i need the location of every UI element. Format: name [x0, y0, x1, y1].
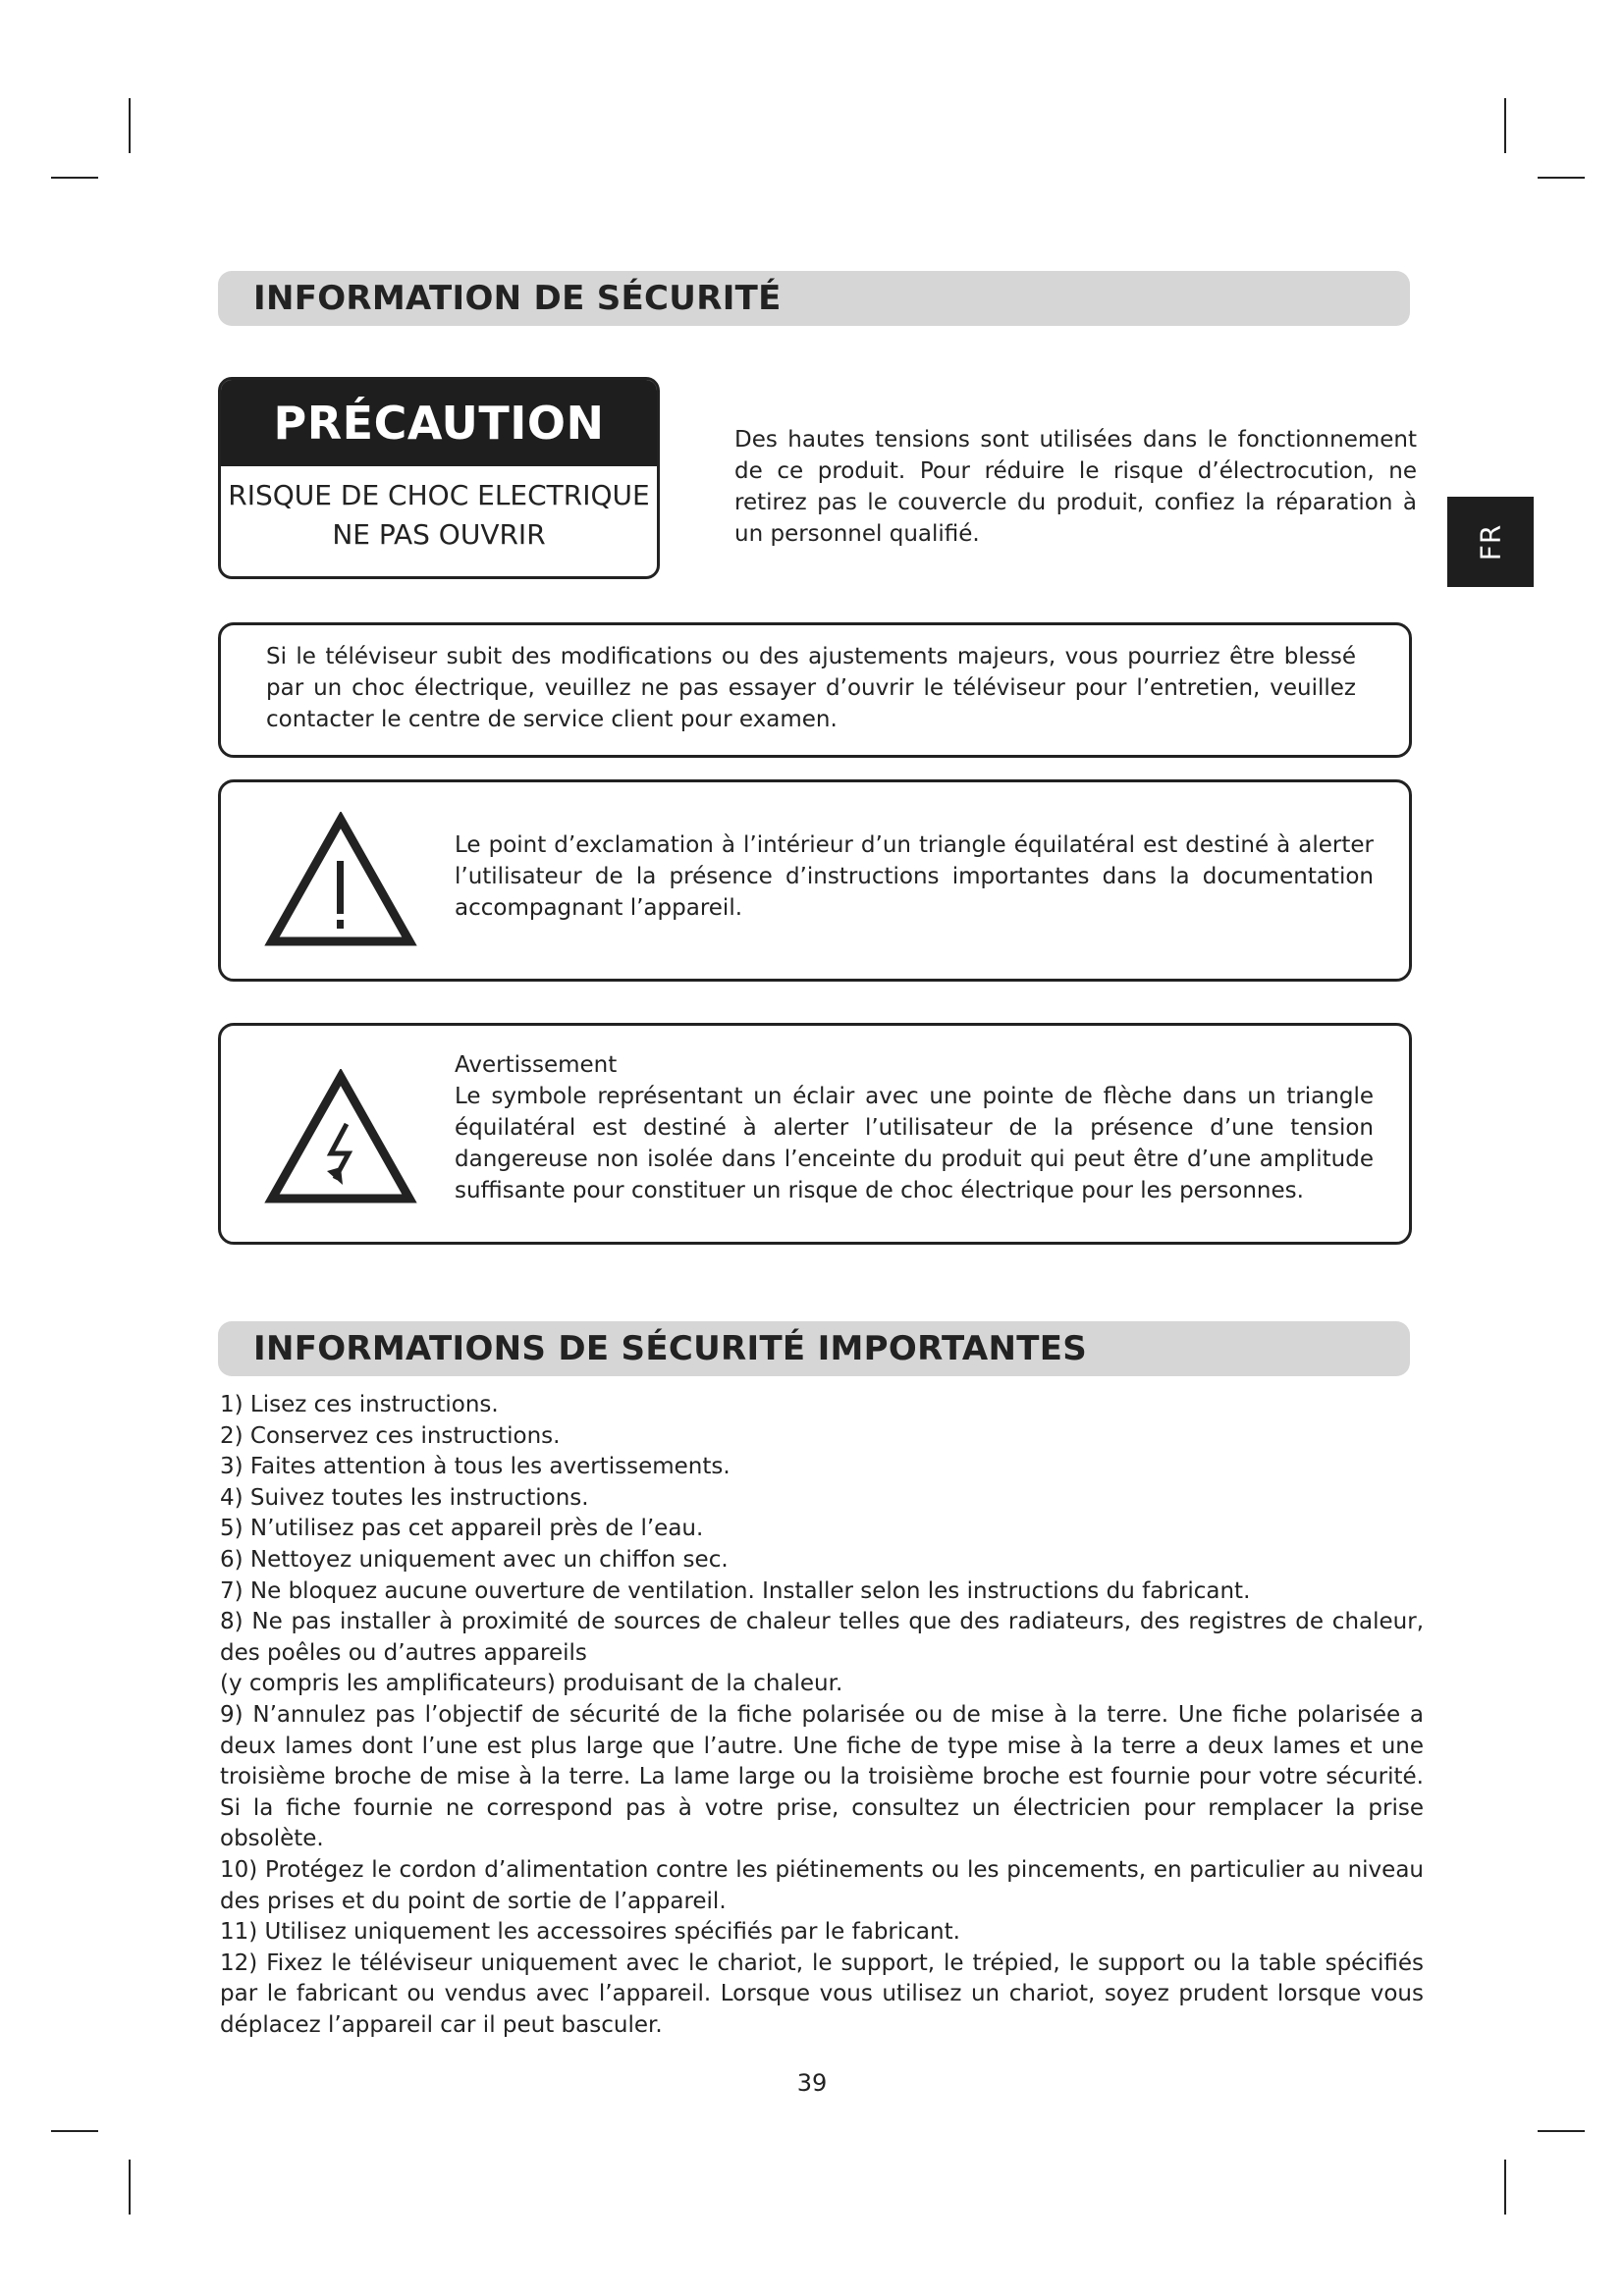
crop-mark [51, 2130, 98, 2132]
list-item: 7) Ne bloquez aucune ouverture de ventilation. Installer selon les instructions du fabricant. [220, 1577, 1251, 1604]
page-number: 39 [796, 2069, 828, 2097]
list-item: 11) Utilisez uniquement les accessoires spécifiés par le fabricant. [220, 1919, 960, 1946]
list-item: 5) N’utilisez pas cet appareil près de l’eau. [220, 1516, 704, 1542]
notice-box-modifications [218, 622, 1412, 758]
notice-box-exclamation [218, 779, 1412, 982]
section-header-safety [218, 271, 1410, 326]
list-item: 4) Suivez toutes les instructions. [220, 1484, 589, 1511]
intro-paragraph: Des hautes tensions sont utilisées dans le fonctionnement de ce produit. Pour réduire le risque d’électrocution, ne retirez pas le couvercle du produit, confiez la réparation à un personnel qualifié. [734, 427, 1417, 547]
language-tab [1447, 497, 1534, 587]
list-item: (y compris les amplificateurs) produisant de la chaleur. [220, 1671, 843, 1697]
list-item: 8) Ne pas installer à proximité de sources de chaleur telles que des radiateurs, des registres de chaleur, des poêles ou d’autres appareils [220, 1609, 1424, 1666]
crop-mark [129, 2160, 131, 2215]
list-item: 1) Lisez ces instructions. [220, 1392, 499, 1417]
crop-mark [1538, 2130, 1585, 2132]
precaution-line-2: NE PAS OUVRIR [332, 518, 546, 551]
notice-box-lightning [218, 1023, 1412, 1245]
crop-mark [51, 177, 98, 179]
list-item: 6) Nettoyez uniquement avec un chiffon sec. [220, 1546, 729, 1573]
language-tab-label: FR [1474, 523, 1507, 561]
list-item: 2) Conservez ces instructions. [220, 1422, 561, 1449]
instructions-list [220, 1390, 1424, 2041]
precaution-line-1: RISQUE DE CHOC ELECTRIQUE [228, 479, 650, 511]
notice-text: Le point d’exclamation à l’intérieur d’un triangle équilatéral est destiné à alerter l’utilisateur de la présence d’instructions importantes dans la documentation accompagnant l’appareil. [455, 832, 1374, 921]
crop-mark [1504, 98, 1506, 153]
lightning-triangle-icon [264, 1069, 417, 1206]
crop-mark [1538, 177, 1585, 179]
precaution-title: PRÉCAUTION [221, 380, 657, 466]
precaution-label [218, 377, 660, 579]
section-header-important-safety [218, 1321, 1410, 1376]
section-title: INFORMATIONS DE SÉCURITÉ IMPORTANTES [253, 1329, 1088, 1368]
notice-title: Avertissement [455, 1052, 618, 1078]
list-item: 12) Fixez le téléviseur uniquement avec le chariot, le support, le trépied, le support ou la table spécifiés par le fabricant ou vendus avec l’appareil. Lorsque vous utilisez un chariot, soyez prudent lorsque vous déplacez l’appareil car il peut basculer. [220, 1949, 1424, 2038]
crop-mark [129, 98, 131, 153]
crop-mark [1504, 2160, 1506, 2215]
precaution-subtitle [221, 476, 657, 555]
exclamation-triangle-icon [264, 812, 417, 949]
list-item: 9) N’annulez pas l’objectif de sécurité de la fiche polarisée ou de mise à la terre. Une fiche polarisée a deux lames dont l’une est plus large que l’autre. Une fiche de type mise à la terre a deux lames et une troisième broche de mise à la terre. La lame large ou la troisième broche est fournie pour votre sécurité. Si la fiche fournie ne correspond pas à votre prise, consultez un électricien pour remplacer la prise obsolète. [220, 1701, 1424, 1852]
section-title: INFORMATION DE SÉCURITÉ [253, 279, 782, 318]
notice-content [455, 1049, 1374, 1206]
list-item: 3) Faites attention à tous les avertissements. [220, 1454, 731, 1480]
notice-text: Si le téléviseur subit des modifications ou des ajustements majeurs, vous pourriez être blessé par un choc électrique, veuillez ne pas essayer d’ouvrir le téléviseur pour l’entretien, veuillez contacter le centre de service client pour examen. [266, 644, 1356, 732]
notice-text: Le symbole représentant un éclair avec une pointe de flèche dans un triangle équilatéral est destiné à alerter l’utilisateur de la présence d’une tension dangereuse non isolée dans l’enceinte du produit qui peut être d’une amplitude suffisante pour constituer un risque de choc électrique pour les personnes. [455, 1084, 1374, 1203]
list-item: 10) Protégez le cordon d’alimentation contre les piétinements ou les pincements, en particulier au niveau des prises et du point de sortie de l’appareil. [220, 1856, 1424, 1914]
